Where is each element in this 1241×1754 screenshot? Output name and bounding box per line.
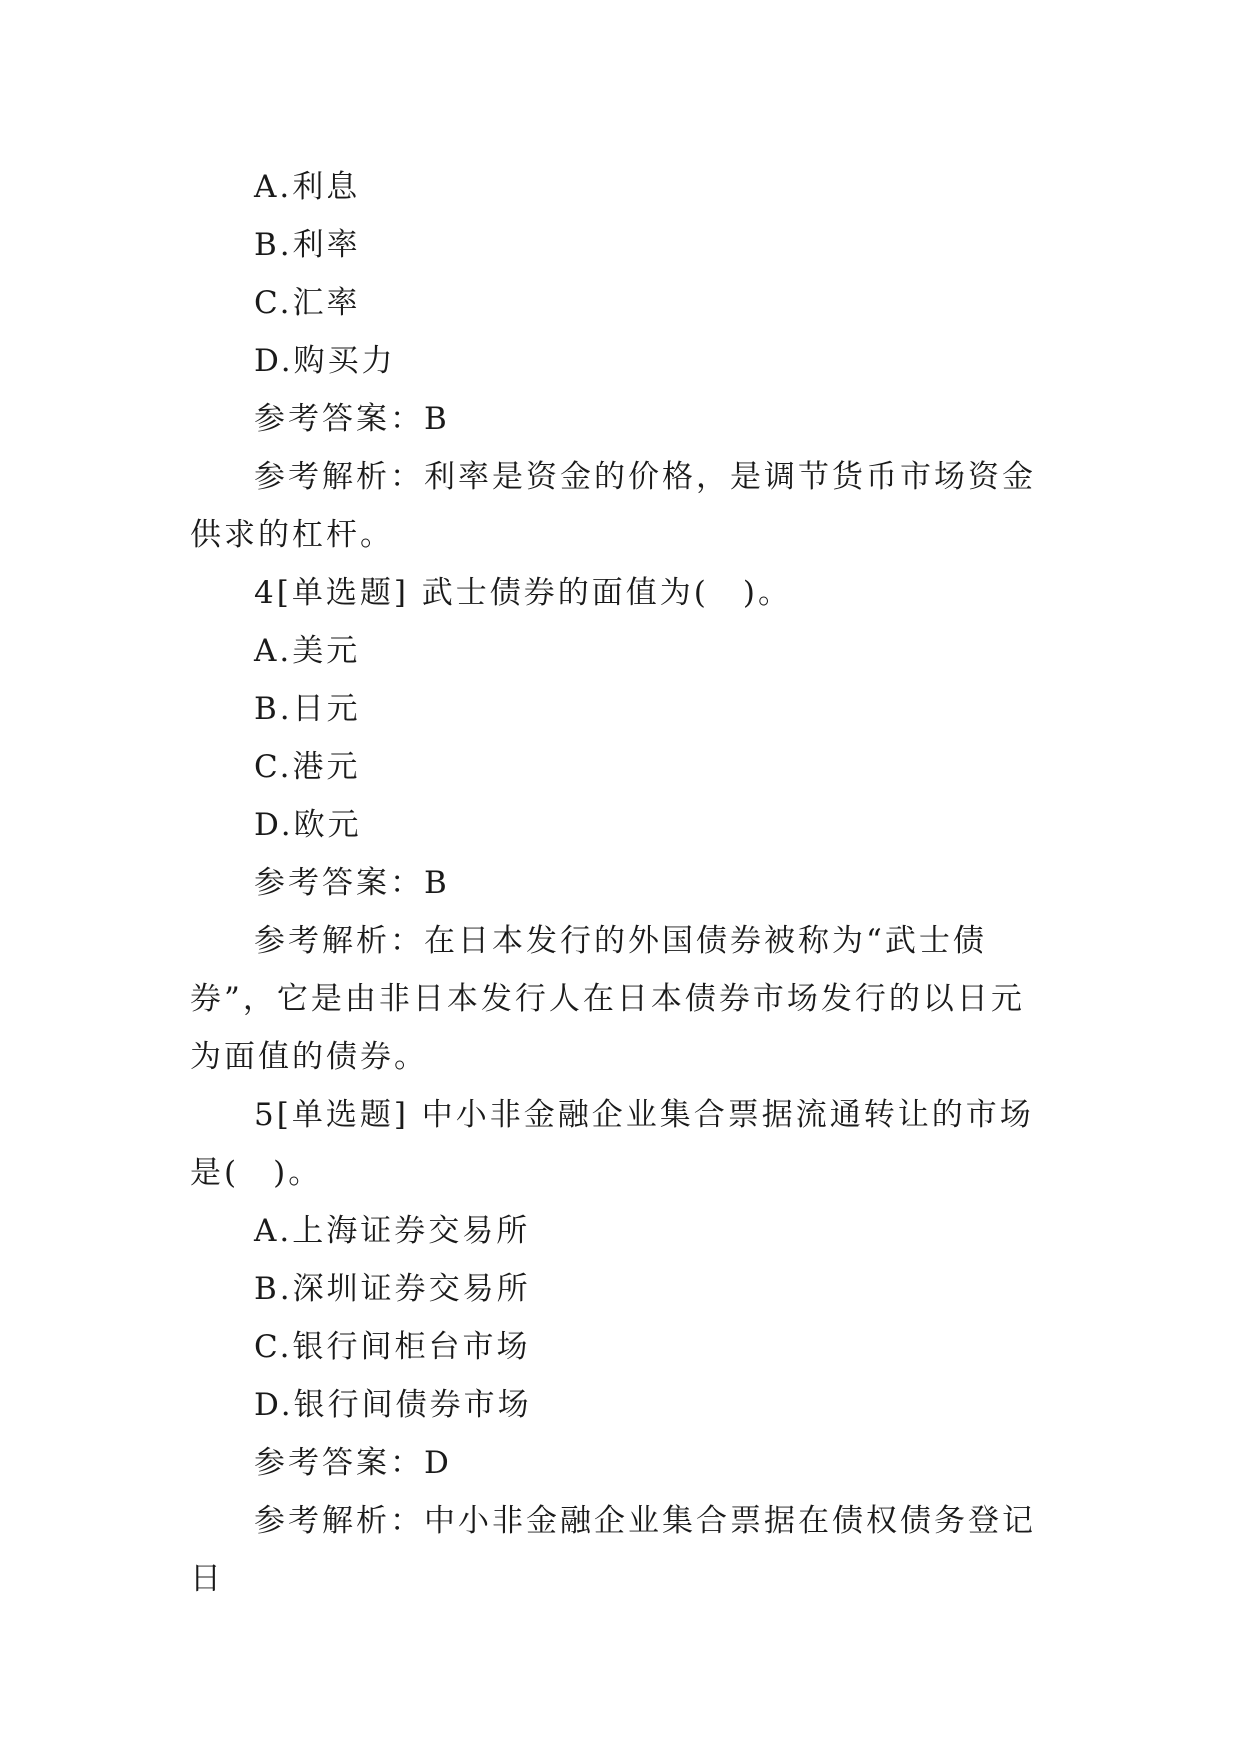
q4-option-b: B.日元 (254, 691, 361, 727)
document-body (190, 158, 1052, 1608)
q3-answer: 参考答案：B (254, 401, 450, 437)
q3-option-b: B.利率 (254, 227, 361, 263)
q4-answer: 参考答案：B (254, 865, 450, 901)
q3-analysis: 参考解析：利率是资金的价格，是调节货币市场资金供求的杠杆。 (190, 459, 1036, 553)
q5-option-d: D.银行间债券市场 (254, 1387, 532, 1423)
q4-analysis: 参考解析：在日本发行的外国债券被称为“武士债券”，它是由非日本发行人在日本债券市场发行的以日元为面值的债券。 (190, 923, 1025, 1075)
q3-option-c: C.汇率 (254, 285, 361, 321)
q3-option-d: D.购买力 (254, 343, 396, 379)
q4-option-d: D.欧元 (254, 807, 362, 843)
q4-option-c: C.港元 (254, 749, 361, 785)
q5-answer: 参考答案：D (254, 1445, 452, 1481)
q4-option-a: A.美元 (254, 633, 361, 669)
q5-question: 5[单选题] 中小非金融企业集合票据流通转让的市场是( )。 (190, 1097, 1034, 1191)
q5-option-c: C.银行间柜台市场 (254, 1329, 531, 1365)
q3-option-a: A.利息 (254, 169, 361, 205)
q5-option-b: B.深圳证券交易所 (254, 1271, 531, 1307)
q4-question: 4[单选题] 武士债券的面值为( )。 (254, 575, 792, 611)
q5-option-a: A.上海证券交易所 (254, 1213, 531, 1249)
q5-analysis: 参考解析：中小非金融企业集合票据在债权债务登记日 (190, 1503, 1036, 1597)
